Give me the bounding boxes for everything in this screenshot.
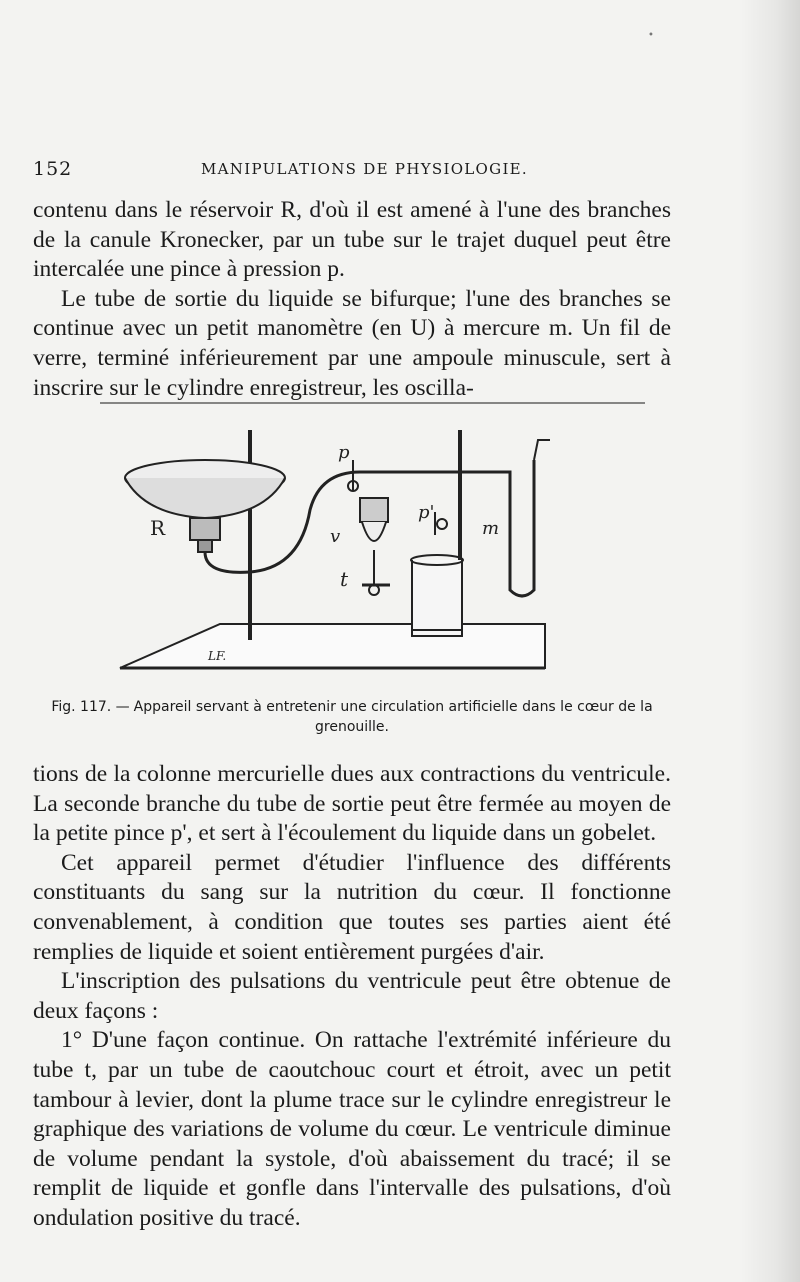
cannula (360, 498, 388, 522)
page-edge-shadow (740, 0, 800, 1282)
running-head (33, 158, 671, 182)
paragraph: contenu dans le réservoir R, d'où il est amené à l'une des branches de la canule Kronecker, par un tube sur le trajet duquel peut être intercalée une pince à pression p. (33, 197, 671, 283)
paragraph: 1° D'une façon continue. On rattache l'extrémité inférieure du tube t, par un tube de caoutchouc court et étroit, avec un petit tambour à levier, dont la plume trace sur le cylindre enregistreur le graphique des variations de volume du cœur. Le ventricule diminue de volume pendant la systole, d'où abaissement du tracé; il se remplit de liquide et gonfle dans l'intervalle des pulsations, d'où ondulation positive du tracé. (33, 1027, 671, 1231)
beaker (412, 560, 462, 636)
label-R: R (150, 516, 166, 540)
label-p-prime: p' (418, 502, 435, 523)
label-m: m (482, 518, 500, 539)
apparatus-illustration (90, 400, 670, 690)
speck: • (648, 30, 654, 41)
text-block-bottom (33, 760, 671, 1234)
paragraph: L'inscription des pulsations du ventricule peut être obtenue de deux façons : (33, 968, 671, 1024)
engraver-signature: LF. (208, 649, 227, 663)
label-v: v (330, 526, 341, 547)
figure (90, 400, 670, 690)
label-p: p (338, 442, 350, 463)
paragraph: Cet appareil permet d'étudier l'influence des différents constituants du sang sur la nutrition du cœur. Il fonctionne convenablement, à condition que toutes ses parties aient été remplies de liquide et soient entièrement purgées d'air. (33, 849, 671, 965)
running-head-title: MANIPULATIONS DE PHYSIOLOGIE. (201, 160, 528, 178)
page-number: 152 (33, 158, 73, 180)
paragraph: Le tube de sortie du liquide se bifurque; l'une des branches se continue avec un petit manomètre (en U) à mercure m. Un fil de verre, terminé inférieurement par une ampoule minuscule, sert à inscrire sur le cylindre enregistreur, les oscilla- (33, 285, 671, 401)
base-board (120, 624, 545, 668)
figure-caption-text: Appareil servant à entretenir une circulation artificielle dans le cœur de la grenouille. (133, 699, 653, 735)
text-block-top (33, 196, 671, 403)
figure-caption (33, 697, 671, 737)
figure-number: Fig. 117. — (51, 699, 130, 715)
label-t: t (340, 567, 349, 591)
paragraph: tions de la colonne mercurielle dues aux contractions du ventricule. La seconde branche du tube de sortie peut être fermée au moyen de la petite pince p', et sert à l'écoulement du liquide dans un gobelet. (33, 761, 671, 847)
manometer-u (470, 460, 534, 596)
